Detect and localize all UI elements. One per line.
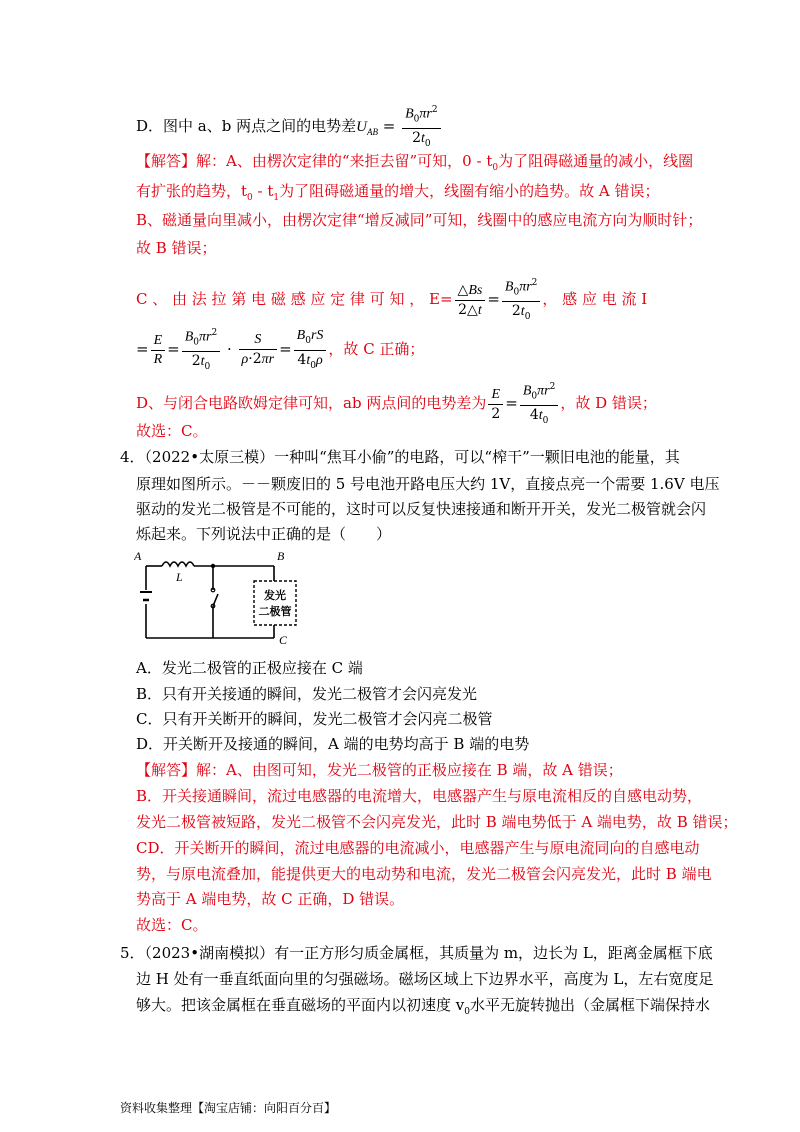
page-footer: 资料收集整理【淘宝店铺：向阳百分百】 (120, 1101, 337, 1115)
q4-answer-line4: CD．开关断开的瞬间，流过电感器的电流减小，电感器产生与原电流同向的自感电动 (136, 839, 700, 857)
q3-choice: 故选：C。 (136, 422, 208, 440)
led-label-2: 二极管 (258, 606, 292, 618)
q3-answer-line7: D、与闭合电路欧姆定律可知，ab 两点间的电势差为 $\frac{E}{2}$ = $\frac{B_0\pi r^2}{4t_0}$ ，故 D 错误； (136, 378, 657, 430)
q4-answer-line3: 发光二极管被短路，发光二极管不会闪亮发光，此时 B 端电势低于 A 端电势，故 B 错误； (136, 813, 738, 831)
q5-stem-line2: 边 H 处有一垂直纸面向里的匀强磁场。磁场区域上下边界水平，高度为 L，左右宽度足 (136, 970, 714, 988)
q4-option-d: D．开关断开及接通的瞬间，A 端的电势均高于 B 端的电势 (136, 735, 530, 753)
q4-option-a: A．发光二极管的正极应接在 C 端 (136, 659, 363, 677)
junction-dot (211, 564, 215, 568)
label-l: L (176, 570, 183, 584)
q5-stem-line1: 5．（2023•湖南模拟）有一正方形匀质金属框，其质量为 m，边长为 L，距离金属框下底 (120, 944, 713, 962)
led-label-1: 发光 (264, 590, 286, 602)
q4-answer-line6: 势高于 A 端电势，故 C 正确，D 错误。 (136, 890, 405, 908)
q4-answer-line1: 【解答】解：A、由图可知，发光二极管的正极应接在 B 端，故 A 错误； (136, 761, 623, 779)
q3-answer-line3: B、磁通量向里减小，由楞次定律“增反减同”可知，线圈中的感应电流方向为顺时针； (136, 211, 703, 229)
q4-choice: 故选：C。 (136, 916, 208, 934)
formula-uab: $\frac{B_0\pi r^2}{2t_0}$ (402, 101, 441, 153)
label-b: B (277, 549, 285, 563)
q3-option-d: D．图中 a、b 两点之间的电势差$U_{AB}$ = $\frac{B_0\pi r^2}{2t_0}$ (136, 101, 443, 153)
q4-answer-line5: 势，与原电流叠加，能提供更大的电动势和电流，发光二极管会闪亮发光，此时 B 端电 (136, 865, 712, 883)
q4-stem-line1: 4．（2022•太原三模）一种叫“焦耳小偷”的电路，可以“榨干”一颗旧电池的能量，其 (120, 448, 680, 466)
q3-answer-line1: 【解答】解：A、由楞次定律的“来拒去留”可知，$0 - t_0$为了阻碍磁通量的减小，线圈 (136, 152, 694, 173)
q4-stem-line2: 原理如图所示。－－颗废旧的 5 号电池开路电压大约 1V，直接点亮一个需要 1.6V 电压 (136, 475, 720, 493)
led-box (254, 581, 296, 625)
q4-answer-line2: B．开关接通瞬间，流过电感器的电流增大，电感器产生与原电流相反的自感电动势， (136, 787, 703, 805)
label-c: C (279, 633, 288, 647)
q4-option-c: C．只有开关断开的瞬间，发光二极管才会闪亮二极管 (136, 710, 493, 728)
q3-answer-line4: 故 B 错误； (136, 239, 217, 257)
formula-emf: $\frac{\triangle Bs}{2\triangle t}$ (455, 281, 486, 320)
q3-answer-line2: 有扩张的趋势，$t_0 - t_1$为了阻碍磁通量的增大，线圈有缩小的趋势。故 A 错误； (136, 182, 660, 203)
q3-answer-line5: C 、 由 法 拉 第 电 磁 感 应 定 律 可 知 ， E= $\frac{\triangle Bs}{2\triangle t}$ = $\frac{B_0\pi r^2}{2t_0}$ ， 感 应 电 流 I (136, 274, 681, 326)
q4-stem-line3: 驱动的发光二极管是不可能的，这时可以反复快速接通和断开开关，发光二极管就会闪 (136, 500, 707, 518)
q3-answer-line6: = $\frac{E}{R}$ = $\frac{B_0\pi r^2}{2t_0}$ · $\frac{S}{\rho\cdot 2\pi r}$ = $\frac{B_0rS}{4t_0\rho}$ ，故 C 正确； (136, 324, 424, 376)
q4-stem-line4: 烁起来。下列说法中正确的是（ ） (136, 525, 392, 543)
q4-option-b: B．只有开关接通的瞬间，发光二极管才会闪亮发光 (136, 685, 478, 703)
circuit-diagram (134, 548, 304, 648)
q5-stem-line3: 够大。把该金属框在垂直磁场的平面内以初速度 $v_0$水平无旋转抛出（金属框下端保持水 (136, 996, 710, 1017)
label-a: A (134, 549, 142, 563)
